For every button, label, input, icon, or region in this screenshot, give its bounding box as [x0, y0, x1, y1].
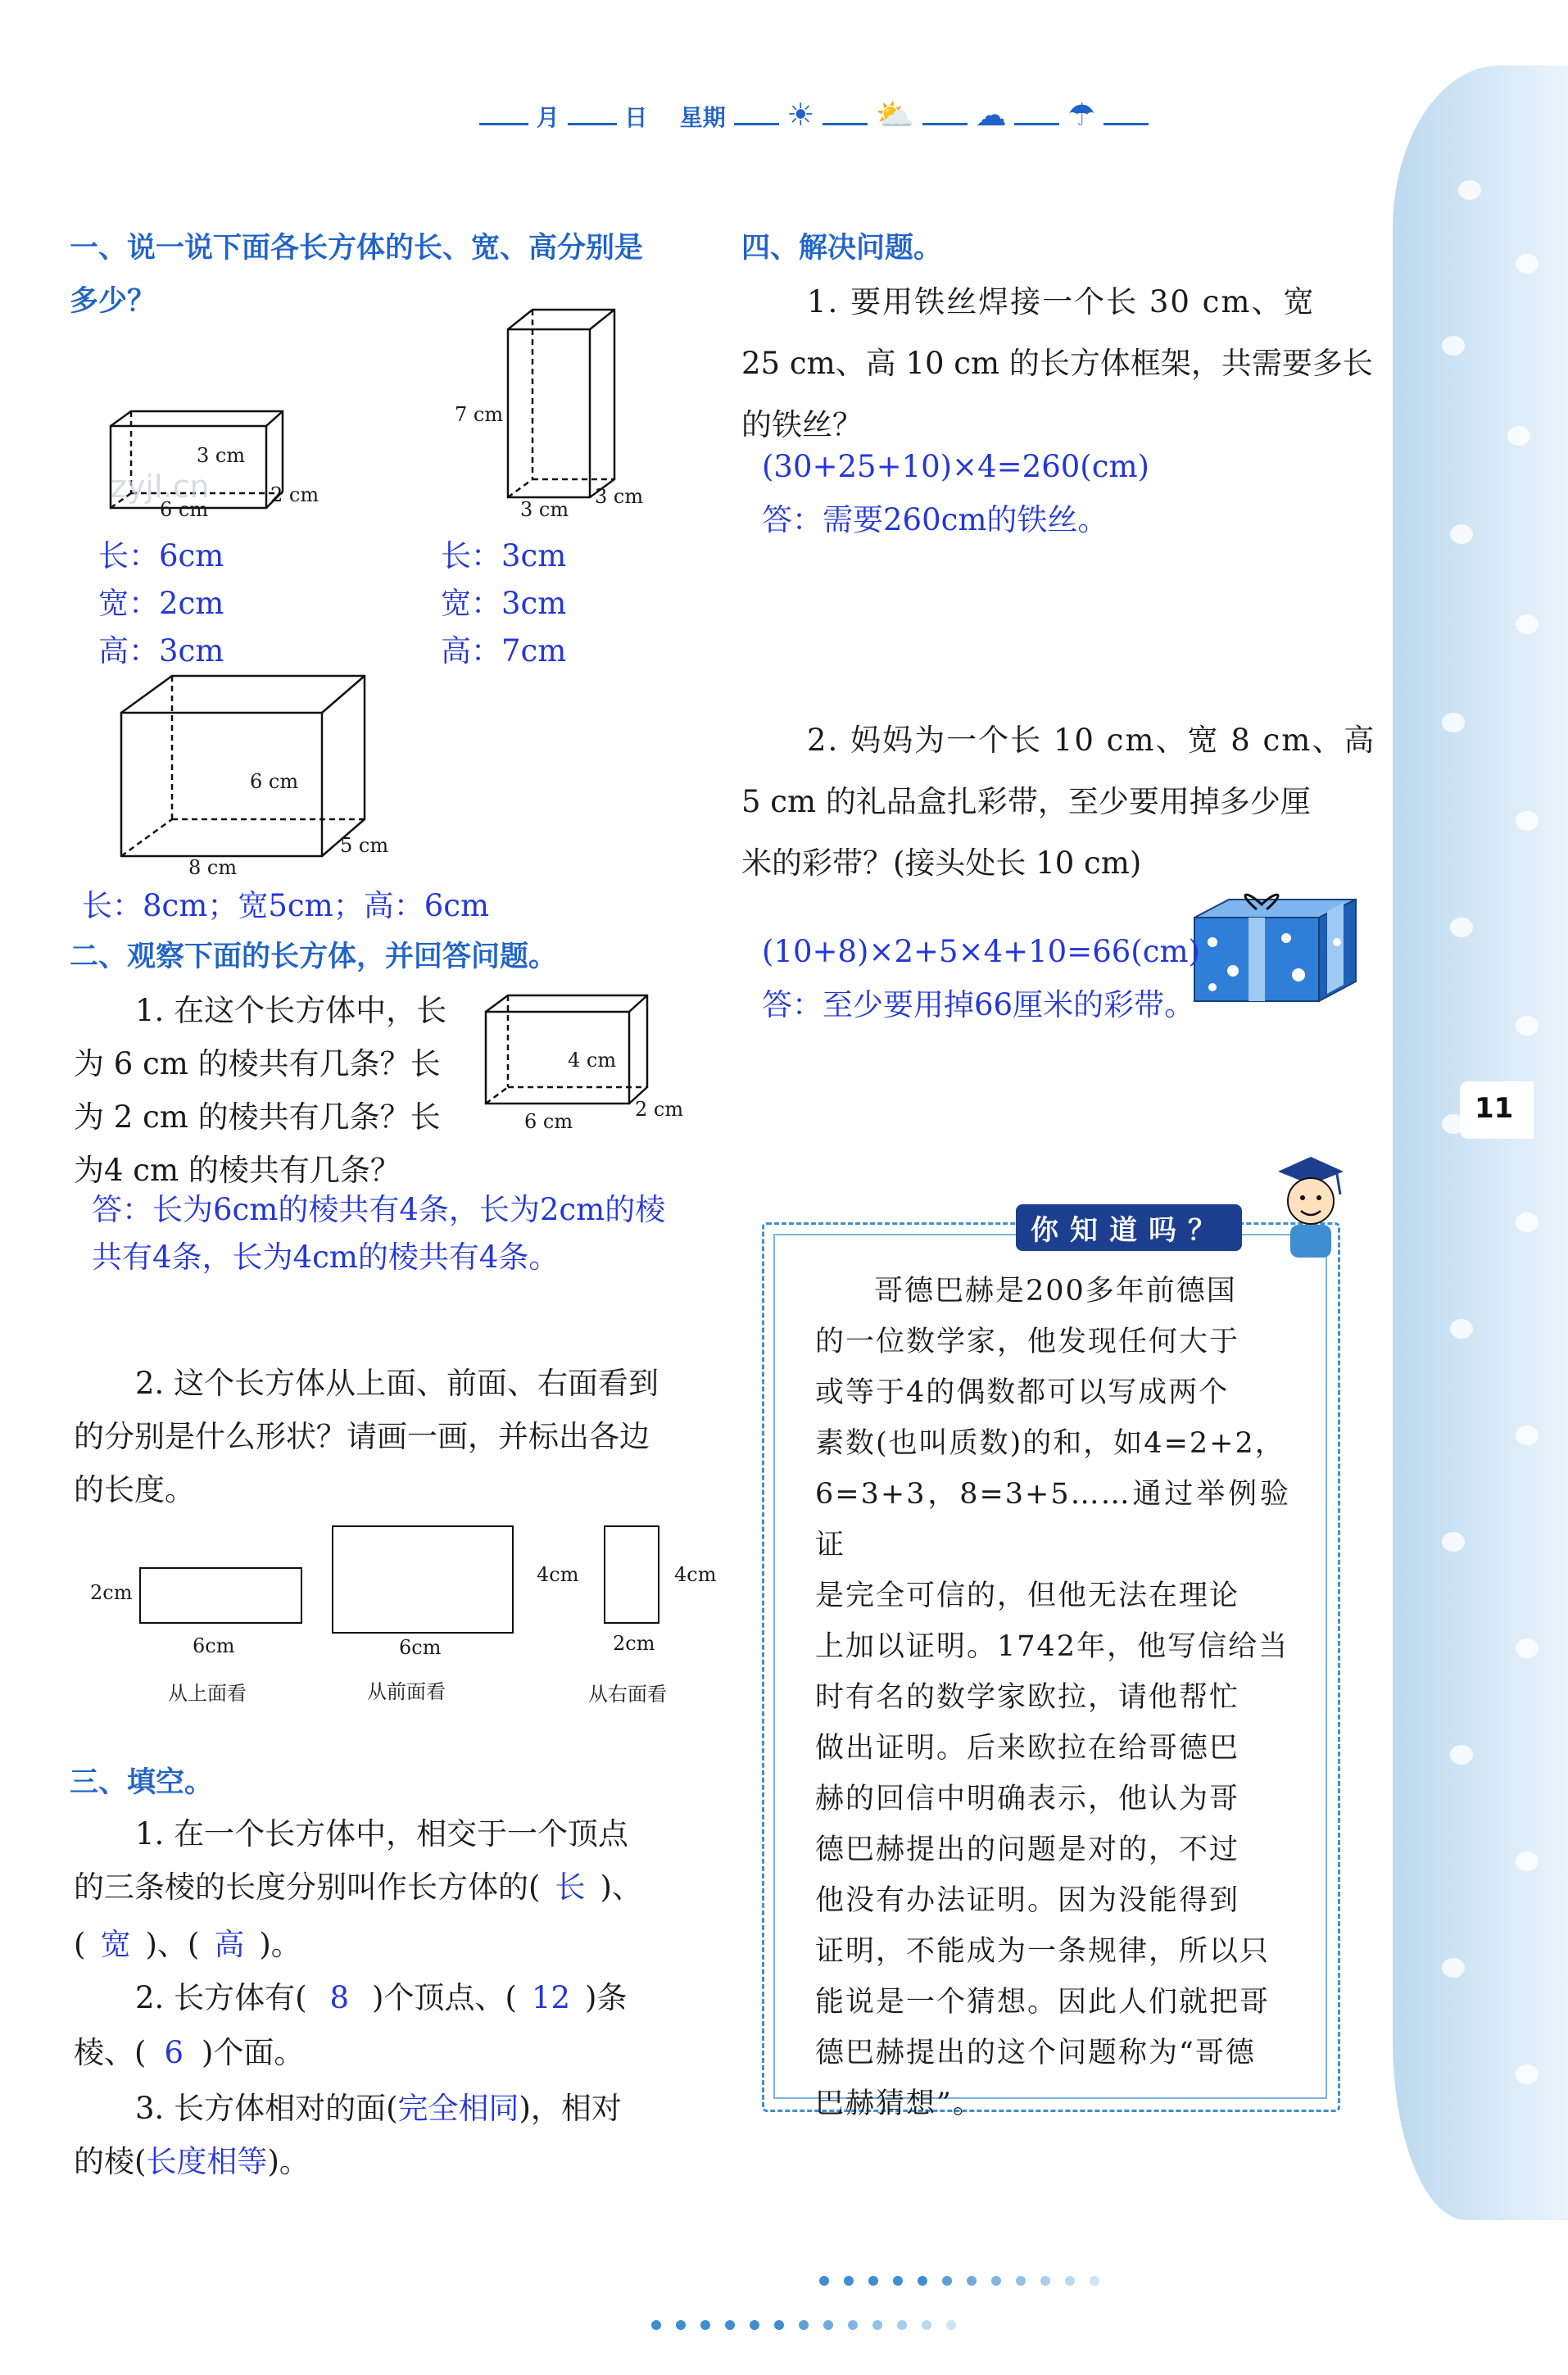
text-segment: )，相对: [519, 2091, 622, 2126]
text-segment: (: [74, 1927, 86, 1962]
text-segment: 的棱(: [74, 2144, 147, 2179]
section2-q2-line2: 的分别是什么形状？请画一画，并标出各边: [74, 1419, 650, 1454]
text-segment: )个面。: [201, 2035, 305, 2070]
box3-answer: 长：8cm；宽5cm；高：6cm: [82, 888, 490, 923]
blank-faces: 6: [164, 2035, 184, 2070]
section3-q2-line2: [74, 2025, 304, 2081]
text-segment: 棱、(: [74, 2035, 147, 2070]
box1-width-label: 2 cm: [270, 483, 319, 506]
right-view-left-label: 4cm: [674, 1563, 717, 1586]
blank-vertices: 8: [329, 1980, 350, 2015]
section4-p1-line3: 的铁丝？: [741, 407, 863, 442]
text-segment: 的三条棱的长度分别叫作长方体的(: [74, 1870, 541, 1905]
top-view-rectangle: [139, 1567, 302, 1624]
cloudy-icon: ☁: [975, 97, 1007, 133]
box4-width-label: 2 cm: [635, 1098, 684, 1121]
decorative-side-band: [1393, 66, 1568, 2220]
did-you-know-title: 你知道吗？: [1016, 1204, 1242, 1251]
section4-p2-calculation: (10+8)×2+5×4+10=66(cm): [762, 934, 1200, 969]
story-line: 素数(也叫质数)的和，如4=2+2，: [815, 1427, 1285, 1460]
right-view-rectangle: [604, 1525, 659, 1624]
story-line: 他没有办法证明。因为没能得到: [815, 1884, 1240, 1917]
section3-q1-line3: [74, 1917, 301, 1973]
text-segment: )。: [259, 1927, 301, 1962]
text-segment: )、: [600, 1870, 642, 1905]
front-view-rectangle: [332, 1525, 514, 1634]
box3-length-label: 8 cm: [188, 856, 238, 879]
right-view-caption: 从右面看: [588, 1683, 667, 1706]
story-line: 能说是一个猜想。因此人们就把哥: [815, 1986, 1271, 2019]
sunny-icon: ☀: [786, 97, 815, 133]
blank-height: 高: [214, 1927, 245, 1962]
header-month: 月: [536, 104, 560, 131]
section2-q2-line3: 的长度。: [74, 1472, 195, 1507]
box2-answer-width: 宽：3cm: [441, 586, 567, 621]
text-segment: )。: [267, 2144, 310, 2179]
student-mascot-icon: [1262, 1147, 1352, 1262]
did-you-know-text: [815, 1266, 1290, 2129]
story-line: 哥德巴赫是200多年前德国: [874, 1275, 1237, 1308]
top-view-bottom-label: 6cm: [193, 1634, 235, 1657]
bottom-dot-decoration: [651, 2320, 1061, 2333]
story-line: 时有名的数学家欧拉，请他帮忙: [815, 1681, 1240, 1714]
top-view-side-label: 2cm: [90, 1581, 133, 1604]
story-line: 德巴赫提出的这个问题称为“哥德: [815, 2037, 1256, 2069]
cuboid-figure-2: [500, 303, 623, 508]
text-segment: 2. 长方体有(: [135, 1980, 307, 2015]
section4-p2-answer: 答：至少要用掉66厘米的彩带。: [762, 987, 1195, 1022]
box4-height-label: 4 cm: [568, 1049, 617, 1072]
text-segment: )个顶点、(: [372, 1980, 517, 2015]
blank-edges-relation: 长度相等: [146, 2144, 268, 2179]
section4-p2-line2: 5 cm 的礼品盒扎彩带，至少要用掉多少厘: [741, 784, 1311, 819]
section4-p2-line3: 米的彩带？(接头处长 10 cm): [741, 845, 1142, 881]
section1-title-cont: 多少？: [70, 285, 156, 318]
gift-box-illustration: [1188, 893, 1364, 1008]
text-segment: 3. 长方体相对的面(: [135, 2091, 398, 2126]
page-number: 11: [1475, 1092, 1514, 1125]
story-line: 巴赫猜想”。: [815, 2087, 983, 2120]
box2-answer-height: 高：7cm: [441, 633, 567, 669]
section4-p1-answer: 答：需要260cm的铁丝。: [762, 502, 1108, 537]
section4-title: 四、解决问题。: [741, 232, 943, 265]
section2-title: 二、观察下面的长方体，并回答问题。: [70, 940, 558, 973]
box1-answer-width: 宽：2cm: [98, 586, 224, 621]
section3-title: 三、填空。: [70, 1766, 214, 1799]
section3-q1-line1: 1. 在一个长方体中，相交于一个顶点: [135, 1816, 629, 1852]
cuboid-figure-3: [115, 672, 377, 868]
section2-q1-line1: 1. 在这个长方体中，长: [135, 993, 447, 1028]
section2-q1-line4: 为4 cm 的棱共有几条？: [74, 1153, 401, 1188]
section4-p1-calculation: (30+25+10)×4=260(cm): [762, 449, 1149, 484]
section2-q1-line2: 为 6 cm 的棱共有几条？长: [74, 1046, 441, 1081]
story-line: 的一位数学家，他发现任何大于: [815, 1326, 1240, 1358]
story-line: 上加以证明。1742年，他写信给当: [815, 1630, 1289, 1663]
story-line: 是完全可信的，但他无法在理论: [815, 1580, 1240, 1612]
section4-p2-line1: 2. 妈妈为一个长 10 cm、宽 8 cm、高: [807, 723, 1376, 758]
box1-answer-length: 长：6cm: [98, 538, 224, 573]
story-line: 或等于4的偶数都可以写成两个: [815, 1376, 1230, 1409]
section3-q3-line1: [135, 2081, 622, 2137]
story-line: 证明，不能成为一条规律，所以只: [815, 1935, 1271, 1968]
front-view-caption: 从前面看: [367, 1680, 446, 1703]
box1-answer-height: 高：3cm: [98, 633, 224, 669]
section2-q2-line1: 2. 这个长方体从上面、前面、右面看到: [135, 1366, 659, 1401]
blank-faces-relation: 完全相同: [397, 2091, 519, 2126]
blank-edges: 12: [531, 1980, 571, 2015]
section3-q3-line2: [74, 2134, 310, 2190]
rainy-icon: ☂: [1067, 97, 1096, 133]
story-line: 6=3+3，8=3+5……通过举例验证: [815, 1478, 1290, 1561]
watermark: zyjl.cn: [111, 469, 210, 505]
box4-length-label: 6 cm: [524, 1110, 573, 1133]
blank-length: 长: [555, 1870, 586, 1905]
text-segment: )条: [585, 1980, 628, 2015]
box1-length-label: 6 cm: [160, 498, 209, 521]
box2-length-label: 3 cm: [520, 498, 569, 521]
text-segment: )、(: [145, 1927, 200, 1962]
box3-height-label: 6 cm: [250, 770, 299, 793]
box2-width-label: 3 cm: [595, 485, 644, 508]
front-view-bottom-label: 6cm: [399, 1636, 442, 1659]
bottom-dot-decoration: [819, 2276, 1229, 2289]
story-line: 做出证明。后来欧拉在给哥德巴: [815, 1732, 1240, 1765]
section4-p1-line1: 1. 要用铁丝焊接一个长 30 cm、宽: [807, 284, 1316, 320]
right-view-bottom-label: 2cm: [613, 1632, 655, 1655]
box2-answer-length: 长：3cm: [441, 538, 567, 573]
section2-q1-line3: 为 2 cm 的棱共有几条？长: [74, 1099, 441, 1135]
box3-width-label: 5 cm: [340, 834, 389, 857]
header-day: 日: [624, 104, 648, 131]
front-view-side-label: 4cm: [537, 1563, 579, 1586]
section3-q1-line2: [74, 1860, 642, 1915]
section2-q1-answer-line1: 答：长为6cm的棱共有4条，长为2cm的棱: [92, 1192, 666, 1227]
section2-q1-answer-line2: 共有4条，长为4cm的棱共有4条。: [92, 1240, 560, 1275]
top-view-caption: 从上面看: [168, 1682, 247, 1705]
section4-p1-line2: 25 cm、高 10 cm 的长方体框架，共需要多长: [741, 346, 1373, 381]
page-header: [479, 97, 1217, 138]
section3-q2-line1: [135, 1970, 627, 2026]
box1-height-label: 3 cm: [197, 444, 246, 467]
box2-height-label: 7 cm: [455, 403, 504, 426]
partly-cloudy-icon: ⛅: [875, 97, 915, 133]
story-line: 德巴赫提出的问题是对的，不过: [815, 1833, 1240, 1866]
header-weekday: 星期: [679, 104, 726, 131]
section1-title: 一、说一说下面各长方体的长、宽、高分别是: [70, 232, 644, 265]
blank-width: 宽: [100, 1927, 131, 1962]
story-line: 赫的回信中明确表示，他认为哥: [815, 1783, 1240, 1815]
